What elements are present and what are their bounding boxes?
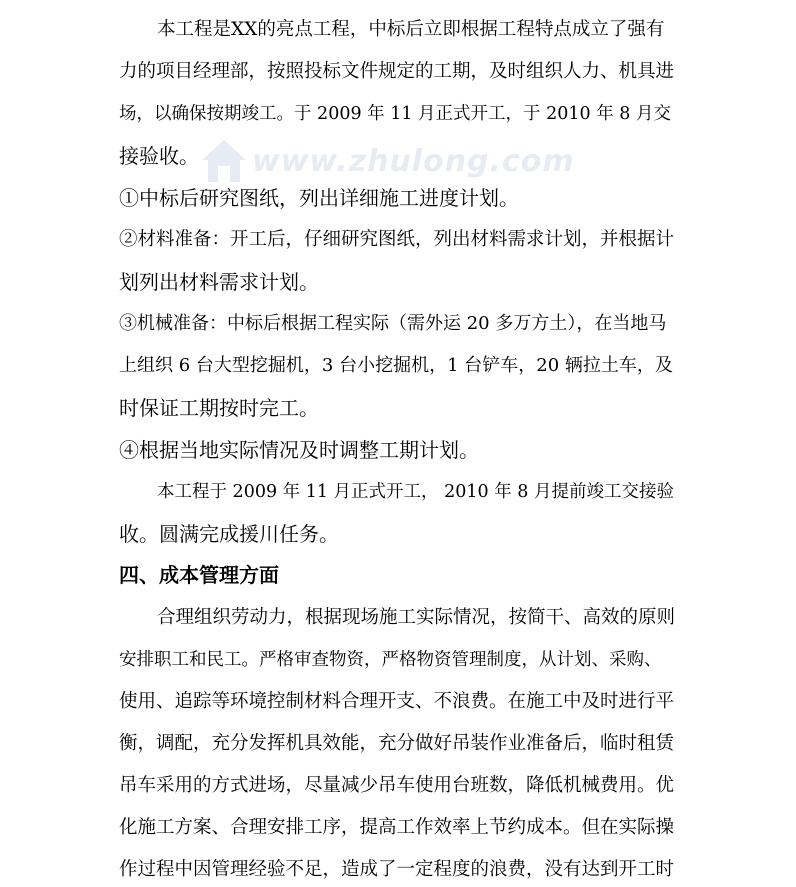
paragraph-line: [0, 139, 796, 173]
paragraph-line: [0, 727, 796, 761]
section-heading: [0, 558, 796, 592]
paragraph-line: [0, 349, 796, 383]
paragraph-line: [0, 13, 796, 47]
line-text: 吊车采用的方式进场，尽量减少吊车使用台班数，降低机械费用。优: [119, 775, 675, 796]
line-text: 衡，调配，充分发挥机具效能，充分做好吊装作业准备后，临时租赁: [119, 733, 675, 754]
paragraph-line: [0, 685, 796, 719]
line-text: 使用、追踪等环境控制材料合理开支、不浪费。在施工中及时进行平: [119, 691, 675, 712]
section-heading-text: 四、成本管理方面: [119, 563, 279, 587]
line-text: 划列出材料需求计划。: [119, 270, 319, 294]
paragraph-line: [0, 223, 796, 257]
paragraph-line: [0, 97, 796, 131]
line-text: 时保证工期按时完工。: [119, 396, 319, 420]
line-text: 力的项目经理部，按照投标文件规定的工期，及时组织人力、机具进: [119, 61, 675, 82]
paragraph-line: [0, 811, 796, 845]
line-text: 本工程是XX的亮点工程，中标后立即根据工程特点成立了强有: [157, 19, 665, 40]
paragraph-line: [0, 55, 796, 89]
paragraph-line: [0, 769, 796, 803]
line-text: 本工程于 2009 年 11 月正式开工， 2010 年 8 月提前竣工交接验: [157, 482, 674, 502]
paragraph-line: [0, 475, 796, 509]
line-text: 收。圆满完成援川任务。: [119, 522, 339, 546]
paragraph-line: [0, 517, 796, 551]
paragraph-line: [0, 601, 796, 635]
paragraph-line: [0, 391, 796, 425]
line-text: ④根据当地实际情况及时调整工期计划。: [119, 438, 479, 462]
paragraph-line: [0, 307, 796, 341]
line-text: 作过程中因管理经验不足，造成了一定程度的浪费，没有达到开工时: [119, 859, 675, 880]
line-text: 合理组织劳动力，根据现场施工实际情况，按简干、高效的原则: [157, 607, 676, 628]
line-text: 场，以确保按期竣工。于 2009 年 11 月正式开工，于 2010 年 8 月交: [119, 104, 671, 124]
watermark-text: www.zhulong.com: [252, 144, 575, 179]
line-text: ②材料准备：开工后，仔细研究图纸，列出材料需求计划，并根据计: [119, 229, 675, 250]
line-text: 安排职工和民工。严格审查物资，严格物资管理制度，从计划、采购、: [119, 650, 662, 670]
line-text: 接验收。: [119, 144, 199, 168]
paragraph-line: [0, 433, 796, 467]
paragraph-line: [0, 181, 796, 215]
line-text: ③机械准备：中标后根据工程实际（需外运 20 多万方土），在当地马: [119, 313, 667, 334]
line-text: 化施工方案、合理安排工序，提高工作效率上节约成本。但在实际操: [119, 817, 675, 838]
line-text: ①中标后研究图纸，列出详细施工进度计划。: [119, 186, 519, 210]
paragraph-line: [0, 643, 796, 677]
paragraph-line: [0, 265, 796, 299]
line-text: 上组织 6 台大型挖掘机，3 台小挖掘机，1 台铲车，20 辆拉土车，及: [119, 355, 673, 376]
paragraph-line: [0, 853, 796, 887]
